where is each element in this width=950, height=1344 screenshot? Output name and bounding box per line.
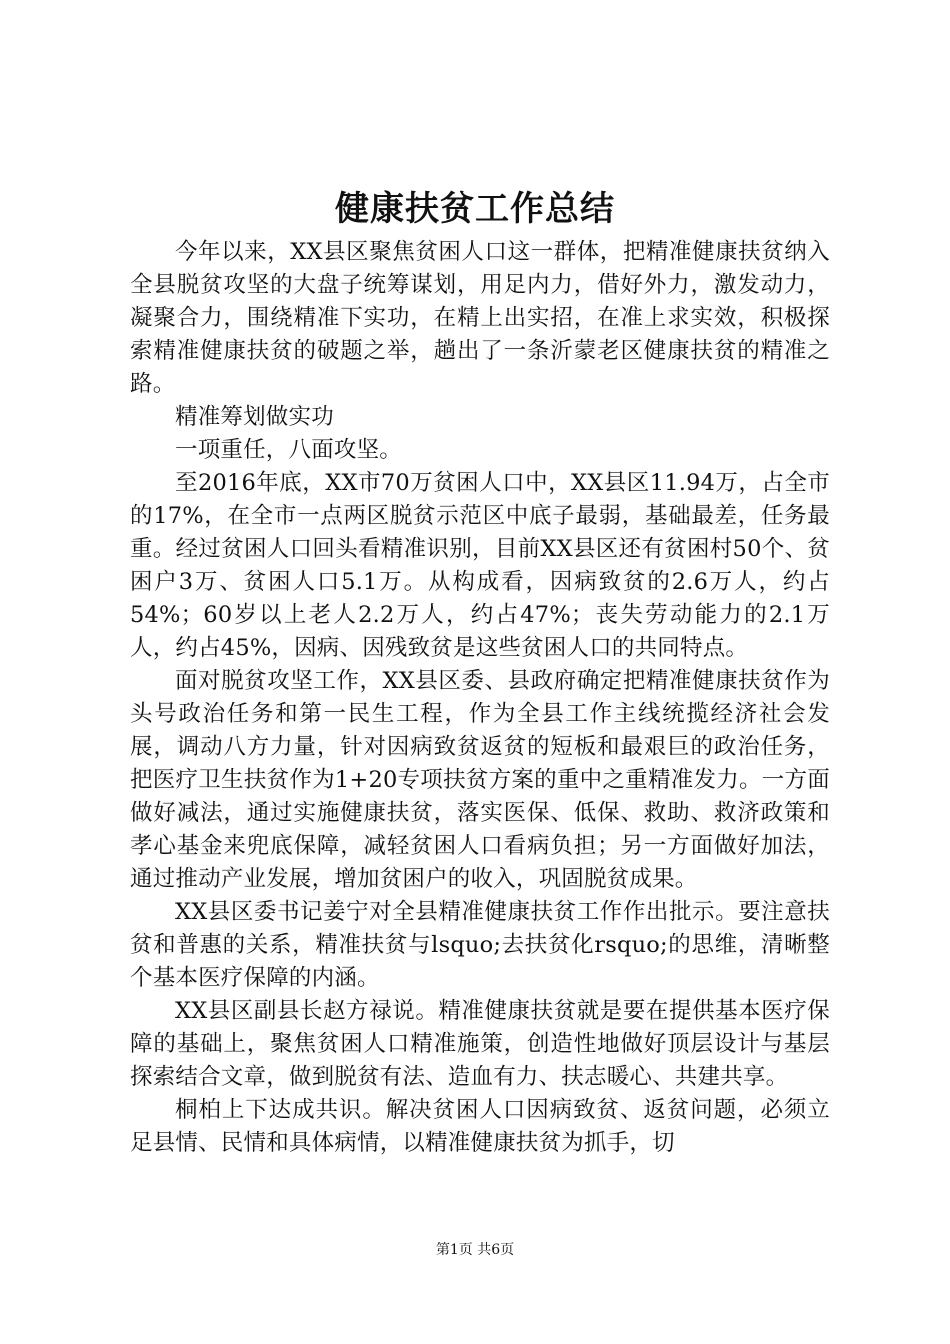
paragraph-consensus: 桐柏上下达成共识。解决贫困人口因病致贫、返贫问题，必须立足县情、民情和具体病情，以精准健康扶贫为抓手，切 <box>130 1097 830 1156</box>
document-title: 健康扶贫工作总结 <box>335 189 615 229</box>
section-heading: 精准筹划做实功 <box>175 404 334 430</box>
paragraph-deputy: XX县区副县长赵方禄说。精准健康扶贫就是要在提供基本医疗保障的基础上，聚焦贫困人口精准施策，创造性地做好顶层设计与基层探索结合文章，做到脱贫有法、造血有力、扶志暖心、共建共享。 <box>130 998 830 1090</box>
document-body <box>130 236 830 1160</box>
paragraph-subheading: 一项重任，八面攻坚。 <box>175 437 403 463</box>
paragraph-secretary: XX县区委书记姜宁对全县精准健康扶贫工作作出批示。要注意扶贫和普惠的关系，精准扶贫与lsquo;去扶贫化rsquo;的思维，清晰整个基本医疗保障的内涵。 <box>130 899 830 991</box>
paragraph-policy: 面对脱贫攻坚工作，XX县区委、县政府确定把精准健康扶贫作为头号政治任务和第一民生工程，作为全县工作主线统揽经济社会发展，调动八方力量，针对因病致贫返贫的短板和最艰巨的政治任务，把医疗卫生扶贫作为1+20专项扶贫方案的重中之重精准发力。一方面做好减法，通过实施健康扶贫，落实医保、低保、救助、救济政策和孝心基金来兜底保障，减轻贫困人口看病负担；另一方面做好加法，通过推动产业发展，增加贫困户的收入，巩固脱贫成果。 <box>130 668 830 892</box>
paragraph-intro: 今年以来，XX县区聚焦贫困人口这一群体，把精准健康扶贫纳入全县脱贫攻坚的大盘子统筹谋划，用足内力，借好外力，激发动力，凝聚合力，围绕精准下实功，在精上出实招，在准上求实效，积极探索精准健康扶贫的破题之举，趟出了一条沂蒙老区健康扶贫的精准之路。 <box>130 239 830 397</box>
page-footer: 第1页 共6页 <box>435 1242 515 1258</box>
paragraph-statistics: 至2016年底，XX市70万贫困人口中，XX县区11.94万，占全市的17%，在全市一点两区脱贫示范区中底子最弱，基础最差，任务最重。经过贫困人口回头看精准识别，目前XX县区还有贫困村50个、贫困户3万、贫困人口5.1万。从构成看，因病致贫的2.6万人，约占54%；60岁以上老人2.2万人，约占47%；丧失劳动能力的2.1万人，约占45%，因病、因残致贫是这些贫困人口的共同特点。 <box>130 470 830 661</box>
